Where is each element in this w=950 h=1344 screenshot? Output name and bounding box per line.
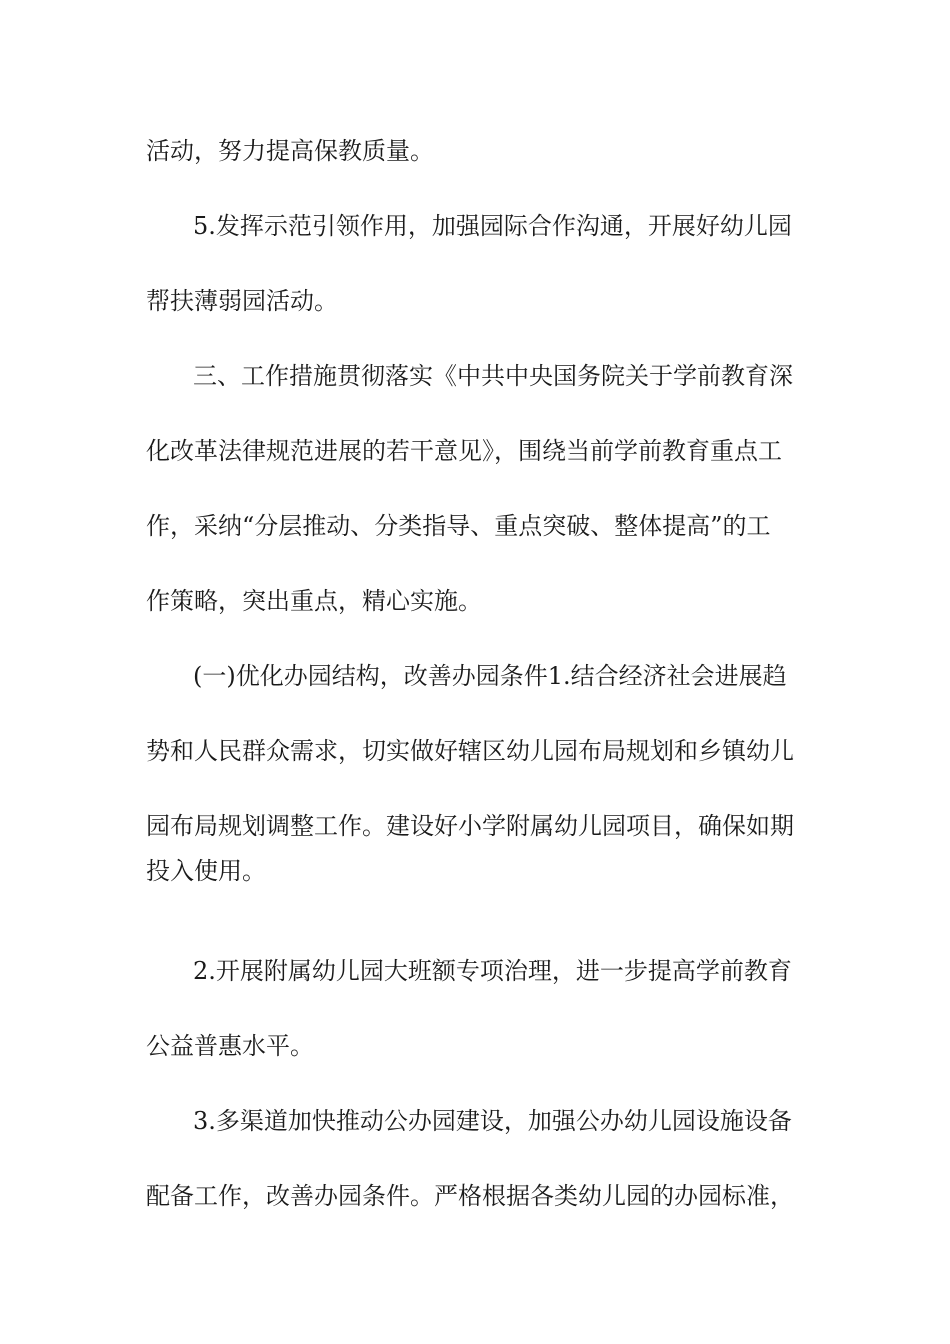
text-line: 投入使用。 <box>146 857 266 885</box>
text-line: 活动，努力提高保教质量。 <box>146 137 434 165</box>
text-line: 配备工作，改善办园条件。严格根据各类幼儿园的办园标准， <box>146 1182 794 1210</box>
text-line: 三、工作措施贯彻落实《中共中央国务院关于学前教育深 <box>193 362 793 390</box>
text-line: 作策略，突出重点，精心实施。 <box>146 587 482 615</box>
text-line: (一)优化办园结构，改善办园条件1.结合经济社会进展趋 <box>193 662 787 690</box>
text-line: 3.多渠道加快推动公办园建设，加强公办幼儿园设施设备 <box>193 1107 792 1135</box>
text-line: 帮扶薄弱园活动。 <box>146 287 338 315</box>
text-line: 势和人民群众需求，切实做好辖区幼儿园布局规划和乡镇幼儿 <box>146 737 794 765</box>
text-line: 化改革法律规范进展的若干意见》，围绕当前学前教育重点工 <box>146 437 782 465</box>
text-line: 2.开展附属幼儿园大班额专项治理，进一步提高学前教育 <box>193 957 792 985</box>
text-line: 公益普惠水平。 <box>146 1032 314 1060</box>
text-line: 5.发挥示范引领作用，加强园际合作沟通，开展好幼儿园 <box>193 212 792 240</box>
text-line: 作，采纳“分层推动、分类指导、重点突破、整体提高”的工 <box>146 512 771 540</box>
text-line: 园布局规划调整工作。建设好小学附属幼儿园项目，确保如期 <box>146 812 794 840</box>
